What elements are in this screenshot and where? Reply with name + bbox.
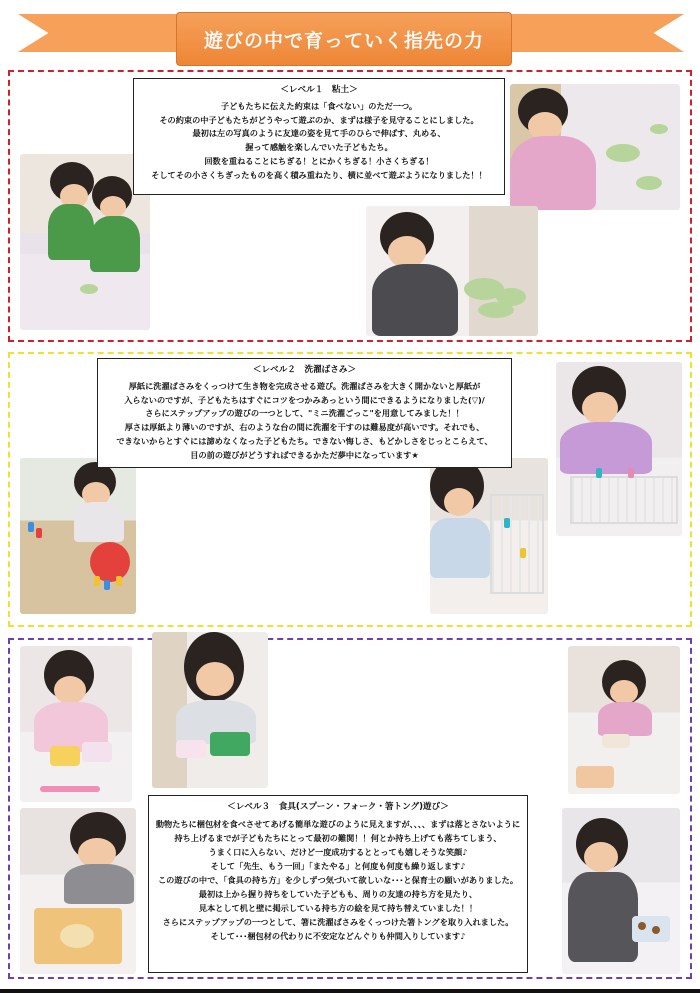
level1-line: 回数を重ねることにちぎる！とにかくちぎる！小さくちぎる！ xyxy=(204,156,434,167)
level2-line: 厚紙に洗濯ばさみをくっつけて生き物を完成させる遊び。洗濯ばさみを大きく開かないと厚紙が xyxy=(128,380,481,391)
level2-line: 目の前の遊びがどうすればできるかただ夢中になっています★ xyxy=(190,450,419,461)
level1-text-box xyxy=(133,78,505,195)
level3-line: うまく口に入らない、だけど一度成功するととっても嬉しそうな笑顔♪ xyxy=(208,846,468,857)
level3-line: そして「先生、もう一回」「またやる」と何度も何度も繰り返します♪ xyxy=(210,860,466,871)
photo-clay-kid-table xyxy=(510,84,680,210)
level2-line: 入らないのですが、子どもたちはすぐにコツをつかみあっという間にできるようになりました(▽)/ xyxy=(124,394,485,405)
photo-clay-group xyxy=(20,154,150,330)
bottom-divider xyxy=(0,989,700,993)
title-banner xyxy=(18,6,684,66)
level2-line: できないからとすぐには諦めなくなった子どもたち。できない悔しさ、もどかしさをじっとこらえて、 xyxy=(116,436,493,447)
level3-line: この遊びの中で、「食具の持ち方」を少しずつ気づいて欲しいな･･･と保育士の願いがありました。 xyxy=(157,875,519,886)
level3-line: 動物たちに梱包材を食べさせてあげる簡単な遊びのように見えますが、、、、まずは落とさないように xyxy=(155,818,521,829)
level2-line: 厚さは厚紙より薄いのですが、右のような台の間に洗濯を干すのは難易度が高いです。それでも、 xyxy=(124,422,485,433)
level1-line: 最初は左の写真のように友達の姿を見て手のひらで伸ばす、丸める、 xyxy=(192,128,446,139)
photo-chopstick-tongs-kid xyxy=(20,808,136,974)
photo-tongs-girl xyxy=(152,632,268,788)
level1-line: 握って感触を楽しんでいた子どもたち。 xyxy=(245,142,393,153)
title-plate xyxy=(176,12,512,66)
photo-mini-laundry-kid xyxy=(556,362,682,536)
page-title: 遊びの中で育っていく指先の力 xyxy=(203,29,484,52)
level1-line: 子どもたちに伝えた約束は「食べない」のただ一つ。 xyxy=(220,100,418,111)
level2-text-box xyxy=(97,358,512,468)
level3-line: 見本として机と壁に掲示している持ち方の絵を見て持ち替えていました！！ xyxy=(198,903,478,914)
level1-line: その約束の中子どもたちがどうやって遊ぶのか、まずは様子を見守ることにしました。 xyxy=(159,114,479,125)
photo-spoon-kid xyxy=(20,646,132,802)
level1-title: ＜レベル１ 粘土＞ xyxy=(280,85,358,95)
level3-line: 持ち上げるまでが子どもたちにとって最初の難関！！何とか持ち上げても落ちてしまう、 xyxy=(174,832,502,843)
photo-fork-kid xyxy=(568,646,680,794)
photo-drying-rack-kid xyxy=(430,458,548,614)
level3-line: そして･･･梱包材の代わりに不安定などんぐりも仲間入りしています♪ xyxy=(210,931,466,942)
photo-clothespin-card xyxy=(20,458,136,614)
level3-line: 最初は上から握り持ちをしていた子どもも、周りの友達の持ち方を見たり、 xyxy=(198,889,478,900)
level2-line: さらにステップアップの遊びの一つとして、"ミニ洗濯ごっこ"を用意してみました！！ xyxy=(145,408,464,419)
level1-line: そしてその小さくちぎったものを高く積み重ねたり、横に並べて遊ぶようになりました！！ xyxy=(151,170,487,181)
photo-clay-kid-stacking xyxy=(366,206,538,336)
level3-text-box xyxy=(148,795,528,973)
ribbon-right-end xyxy=(494,14,684,52)
level3-line: さらにステップアップの一つとして、箸に洗濯ばさみをくっつけた箸トングを取り入れました。 xyxy=(162,917,514,928)
photo-acorn-tongs-kid xyxy=(562,808,680,974)
level2-title: ＜レベル２ 洗濯ばさみ＞ xyxy=(252,365,357,375)
level3-title: ＜レベル３ 食具(スプーン・フォーク・箸トング)遊び＞ xyxy=(227,802,449,812)
